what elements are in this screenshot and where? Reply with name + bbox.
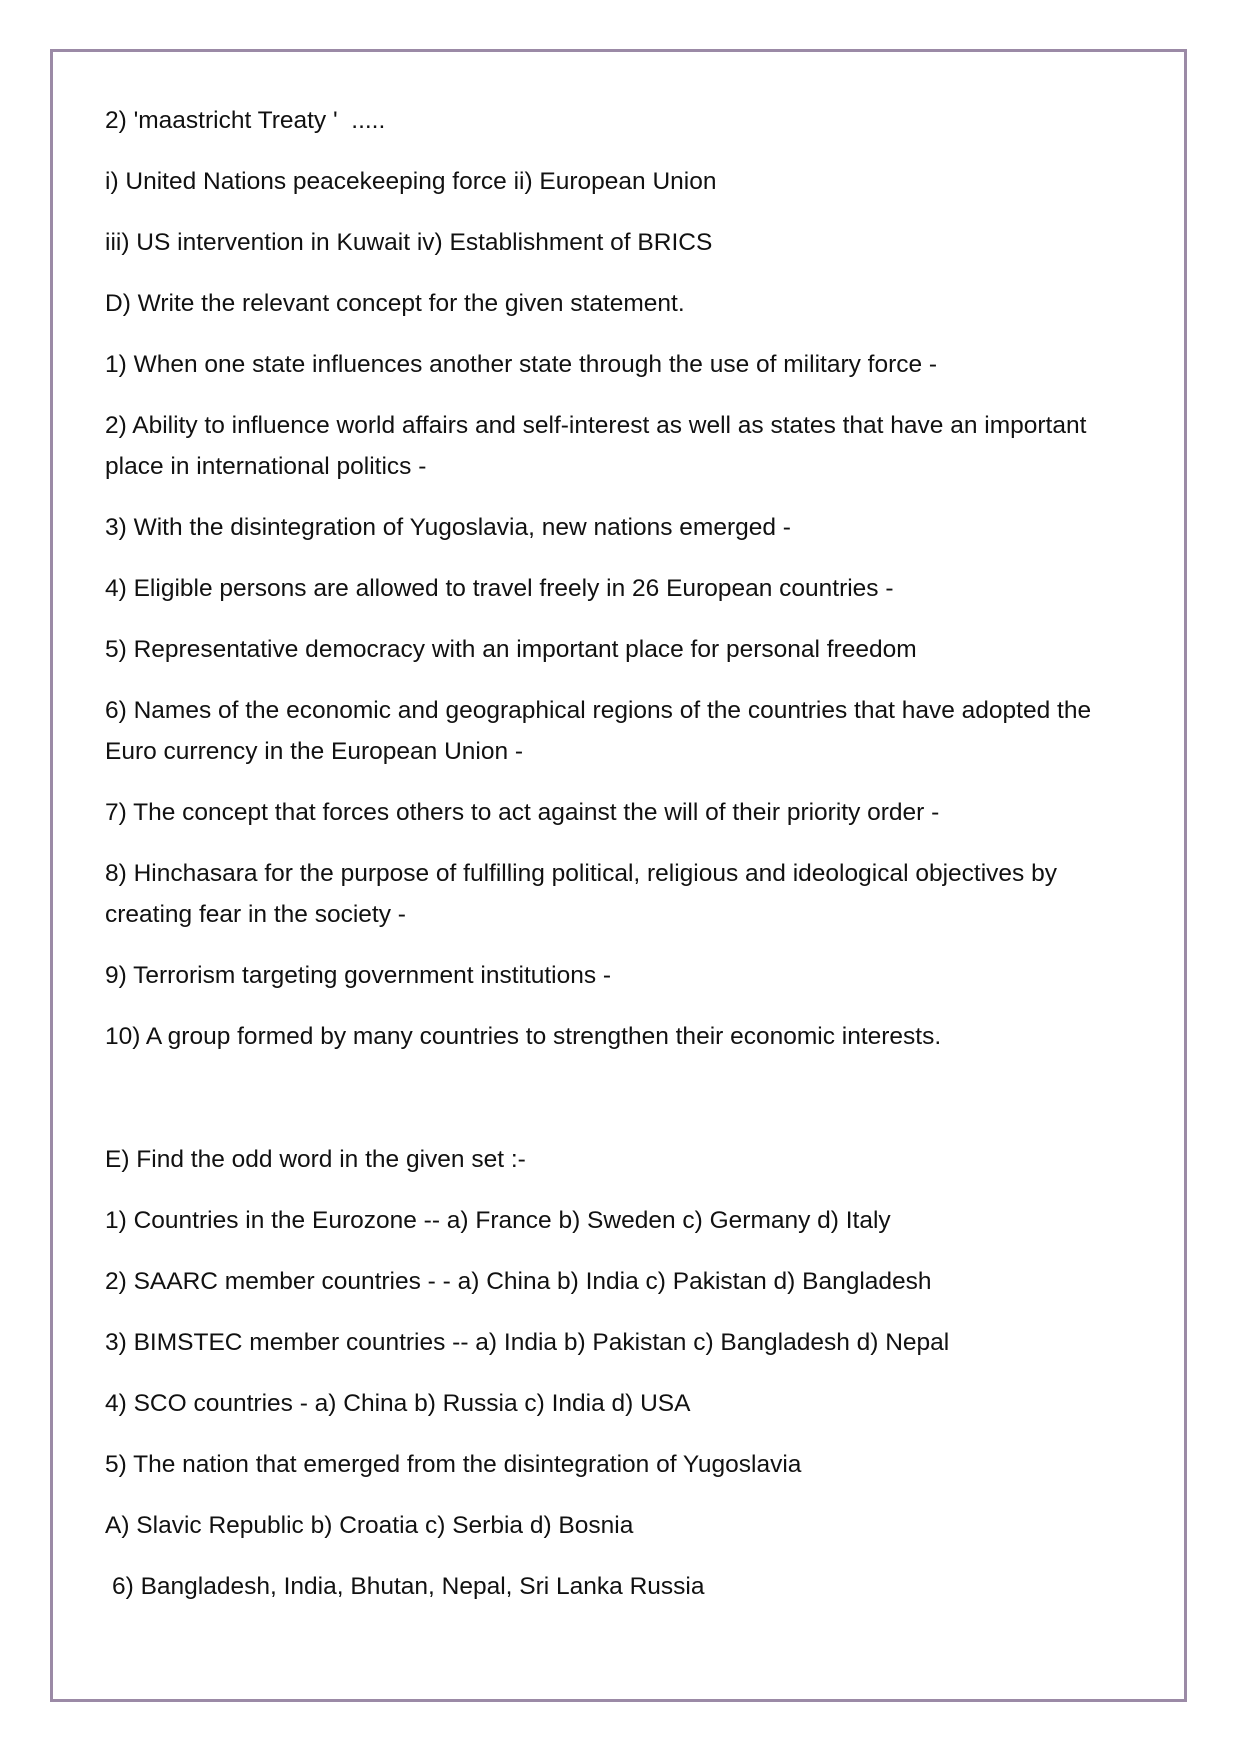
section-d-item: 9) Terrorism targeting government institutions - [105, 962, 612, 989]
section-d-item: 6) Names of the economic and geographical regions of the countries that have adopted the Euro currency in the European Union - [105, 697, 1098, 765]
section-e-item: 6) Bangladesh, India, Bhutan, Nepal, Sri Lanka Russia [112, 1573, 705, 1600]
section-d-item: 8) Hinchasara for the purpose of fulfilling political, religious and ideological objectives by creating fear in the society - [105, 860, 1064, 928]
section-e-item: 5) The nation that emerged from the disintegration of Yugoslavia [105, 1451, 802, 1478]
section-d-item: 1) When one state influences another state through the use of military force - [105, 351, 938, 378]
question-title: 2) 'maastricht Treaty ' ..... [105, 107, 386, 134]
section-d-item: 4) Eligible persons are allowed to travel freely in 26 European countries - [105, 575, 894, 602]
section-d-item: 7) The concept that forces others to act against the will of their priority order - [105, 799, 940, 826]
question-options: iii) US intervention in Kuwait iv) Establishment of BRICS [105, 229, 713, 256]
section-e-item: 3) BIMSTEC member countries -- a) India b) Pakistan c) Bangladesh d) Nepal [105, 1329, 950, 1356]
question-options: i) United Nations peacekeeping force ii) European Union [105, 168, 717, 195]
section-d-item: 10) A group formed by many countries to strengthen their economic interests. [105, 1023, 942, 1050]
section-d-item: 3) With the disintegration of Yugoslavia, new nations emerged - [105, 514, 791, 541]
section-e-item: A) Slavic Republic b) Croatia c) Serbia d) Bosnia [105, 1512, 634, 1539]
section-spacer [105, 1077, 1135, 1139]
section-e-item: 2) SAARC member countries - - a) China b) India c) Pakistan d) Bangladesh [105, 1268, 932, 1295]
section-d-heading: D) Write the relevant concept for the given statement. [105, 290, 685, 317]
section-d-item: 5) Representative democracy with an important place for personal freedom [105, 636, 917, 663]
section-d-item: 2) Ability to influence world affairs and self-interest as well as states that have an important place in international politics - [105, 412, 1094, 480]
section-e-heading: E) Find the odd word in the given set :- [105, 1146, 526, 1173]
section-e-item: 4) SCO countries - a) China b) Russia c) India d) USA [105, 1390, 691, 1417]
section-e-item: 1) Countries in the Eurozone -- a) France b) Sweden c) Germany d) Italy [105, 1207, 891, 1234]
document-body [105, 100, 1135, 1627]
